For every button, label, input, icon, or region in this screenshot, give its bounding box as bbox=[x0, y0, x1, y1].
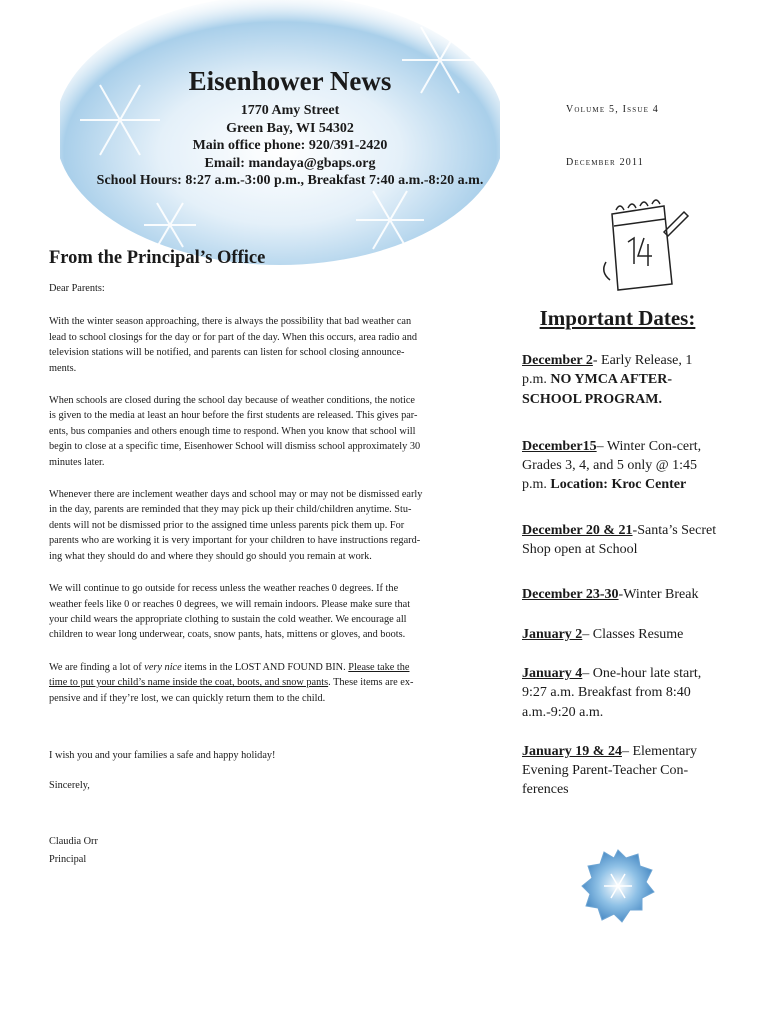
text-line: minutes later. bbox=[49, 456, 105, 468]
masthead bbox=[90, 66, 490, 172]
paragraph-weather-closings bbox=[49, 314, 500, 376]
newsletter-title: Eisenhower News bbox=[188, 66, 392, 96]
entry-date: December 20 & 21 bbox=[522, 522, 633, 538]
paragraph-recess bbox=[49, 581, 500, 643]
entry-date: January 2 bbox=[522, 626, 583, 642]
underlined-run: time to put your child’s name inside the coat, boots, and snow pants bbox=[49, 677, 329, 689]
signer-name: Claudia Orr bbox=[49, 835, 98, 847]
text-line: children to wear long underwear, coats, snow pants, hats, mittens or gloves, and boots. bbox=[49, 629, 406, 641]
text-line bbox=[49, 675, 500, 690]
address-line-2: Green Bay, WI 54302 bbox=[226, 120, 354, 136]
principal-letter bbox=[49, 281, 500, 868]
entry-date: December 23-30 bbox=[522, 587, 619, 603]
important-dates-title: Important Dates: bbox=[539, 306, 696, 330]
text-line: When schools are closed during the school day because of weather conditions, the notice bbox=[49, 395, 415, 407]
text-line: in the day, parents are reminded that they may pick up their child/children anytime. Stu- bbox=[49, 504, 412, 516]
office-email: Email: mandaya@gbaps.org bbox=[204, 155, 376, 171]
office-phone: Main office phone: 920/391-2420 bbox=[192, 138, 388, 153]
entry-bold-text: Location: Kroc Center bbox=[550, 477, 687, 493]
entry-date: January 19 & 24 bbox=[522, 743, 622, 759]
text-line: lead to school closings for the day or for part of the day. When this occurs, area radio and bbox=[49, 331, 417, 343]
text-line: dents will not be dismissed prior to the assigned time unless parents pick them up. For bbox=[49, 519, 405, 531]
issue-date: December 2011 bbox=[566, 157, 645, 168]
italic-run: very nice bbox=[144, 661, 182, 673]
closing-wish: I wish you and your families a safe and happy holiday! bbox=[49, 749, 276, 761]
text-line: weather feels like 0 or reaches 0 degrees, we will remain indoors. Please make sure that bbox=[49, 598, 411, 610]
volume-issue: Volume 5, Issue 4 bbox=[566, 104, 659, 115]
signoff: Sincerely, bbox=[49, 780, 90, 792]
paragraph-inclement-weather bbox=[49, 487, 500, 564]
date-entry bbox=[522, 664, 717, 722]
date-entry bbox=[522, 351, 717, 409]
address-line-1: 1770 Amy Street bbox=[240, 103, 340, 118]
principal-section-heading: From the Principal’s Office bbox=[49, 248, 266, 268]
underlined-run: Please take the bbox=[348, 661, 410, 673]
text-line: television stations will be notified, and parents can listen for school closing announce- bbox=[49, 347, 405, 359]
text-line: is given to the media at least an hour before the first students are released. This gives par- bbox=[49, 410, 418, 422]
text-line: We will continue to go outside for recess unless the weather reaches 0 degrees. If the bbox=[49, 583, 399, 595]
entry-date: January 4 bbox=[522, 665, 583, 681]
calendar-icon bbox=[594, 192, 690, 296]
entry-text: – Winter Con-cert, Grades 3, 4, and 5 only @ 1:45 p.m. bbox=[522, 438, 702, 493]
text-line: With the winter season approaching, there is always the possibility that bad weather can bbox=[49, 316, 412, 328]
text-line: ing what they should do and where they should go should you remain at work. bbox=[49, 550, 372, 562]
date-entry bbox=[522, 521, 717, 560]
entry-text: -Santa’s Secret Shop open at School bbox=[522, 522, 717, 558]
entry-text: – Elementary Evening Parent-Teacher Con-ferences bbox=[522, 743, 697, 798]
date-entry bbox=[522, 625, 717, 644]
text-run: We are finding a lot of bbox=[49, 661, 145, 673]
signer-title: Principal bbox=[49, 854, 87, 866]
salutation: Dear Parents: bbox=[49, 283, 105, 294]
text-run: . These items are ex- bbox=[328, 677, 414, 689]
text-line: ents, bus companies and others enough time to respond. When you know that school will bbox=[49, 425, 416, 437]
paragraph-lost-and-found bbox=[49, 660, 500, 706]
text-line: ments. bbox=[49, 362, 77, 374]
date-entry bbox=[522, 742, 717, 800]
entry-date: December15 bbox=[522, 438, 597, 454]
entry-date: December 2 bbox=[522, 353, 593, 368]
text-line bbox=[49, 660, 500, 675]
entry-text: – Classes Resume bbox=[582, 626, 684, 642]
text-run: items in the LOST AND FOUND BIN. bbox=[181, 661, 349, 673]
text-line: begin to close at a specific time, Eisenhower School will dismiss school approximately 30 bbox=[49, 441, 421, 453]
entry-text: – One-hour late start, 9:27 a.m. Breakfast from 8:40 a.m.-9:20 a.m. bbox=[522, 665, 702, 720]
date-entry bbox=[522, 437, 717, 495]
important-dates-list bbox=[522, 351, 717, 820]
text-line: your child wears the appropriate clothing to sustain the cold weather. We encourage all bbox=[49, 613, 407, 625]
entry-bold-text: NO YMCA AFTER-SCHOOL PROGRAM. bbox=[522, 372, 672, 407]
entry-text: - Early Release, 1 p.m. bbox=[522, 353, 693, 388]
school-hours: School Hours: 8:27 a.m.-3:00 p.m., Breakfast 7:40 a.m.-8:20 a.m. bbox=[96, 173, 484, 188]
snowflake-badge-icon bbox=[580, 848, 656, 924]
paragraph-closure-notice bbox=[49, 393, 500, 470]
text-line: parents who are working it is very important for your children to have instructions regard- bbox=[49, 535, 421, 547]
entry-text: -Winter Break bbox=[618, 587, 699, 603]
text-line: Whenever there are inclement weather days and school may or may not be dismissed early bbox=[49, 489, 423, 501]
text-line: pensive and if they’re lost, we can quickly return them to the child. bbox=[49, 692, 326, 704]
date-entry bbox=[522, 585, 717, 604]
